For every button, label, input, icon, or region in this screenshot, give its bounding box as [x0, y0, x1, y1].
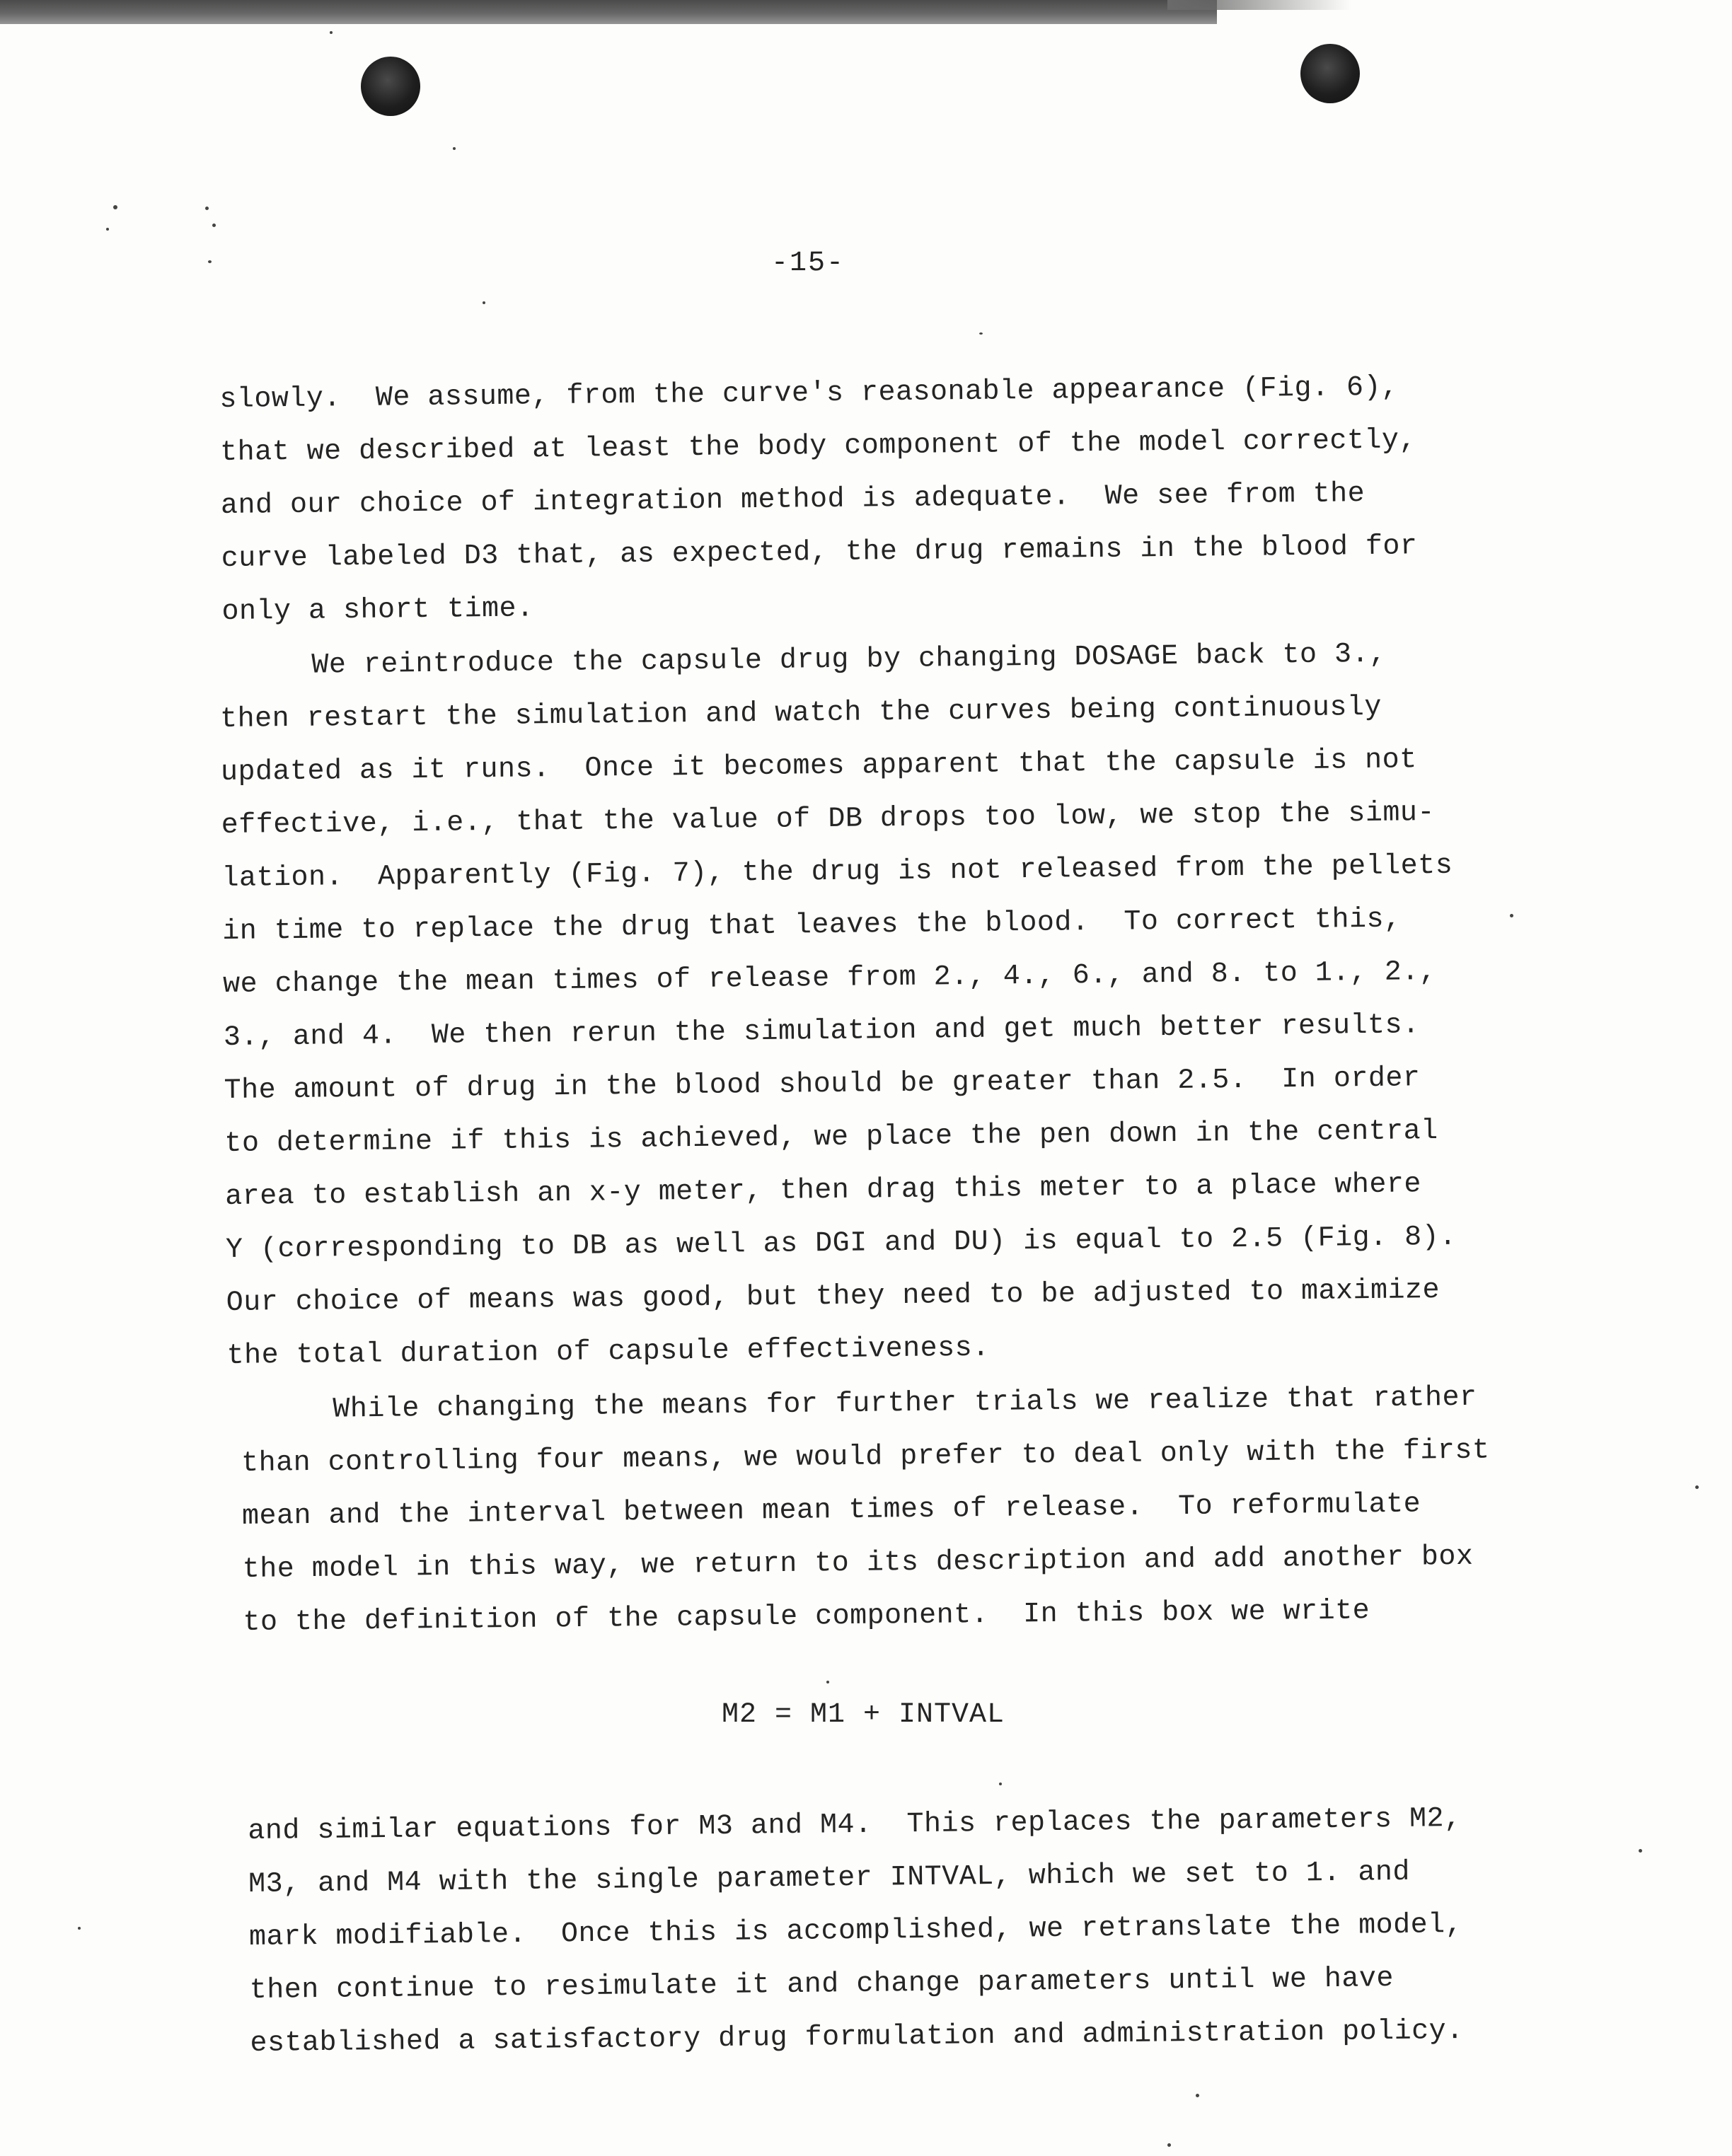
text-line: updated as it runs. Once it becomes apparent that the capsule is not: [220, 744, 1417, 789]
text-line: effective, i.e., that the value of DB drops too low, we stop the simu-: [221, 797, 1436, 842]
paragraph-reintroduce-capsule: [219, 627, 1543, 1383]
text-line: to determine if this is achieved, we place the pen down in the central: [224, 1115, 1438, 1160]
scan-speck: [1639, 1849, 1642, 1853]
scan-speck: [330, 31, 333, 34]
equation: M2 = M1 + INTVAL: [722, 1699, 1005, 1731]
scan-speck: [826, 1681, 829, 1683]
punch-hole-left: [361, 57, 420, 116]
scan-speck: [1695, 1485, 1699, 1489]
text-line: mean and the interval between mean times of release. To reformulate: [241, 1488, 1421, 1533]
scan-speck: [453, 147, 456, 150]
text-line: Y (corresponding to DB as well as DGI and DU) is equal to 2.5 (Fig. 8).: [225, 1221, 1457, 1266]
scan-top-edge: [0, 0, 1217, 24]
text-line: than controlling four means, we would prefer to deal only with the first: [241, 1435, 1490, 1480]
text-line: the model in this way, we return to its description and add another box: [242, 1541, 1474, 1586]
scan-speck: [1167, 2143, 1171, 2147]
text-line: Our choice of means was good, but they need to be adjusted to maximize: [226, 1274, 1441, 1319]
text-line: we change the mean times of release from 2., 4., 6., and 8. to 1., 2.,: [222, 956, 1437, 1001]
paragraph-continuation: [219, 360, 1538, 639]
paragraph-changing-means: [241, 1371, 1559, 1650]
text-line: and our choice of integration method is adequate. We see from the: [220, 478, 1366, 522]
text-line: lation. Apparently (Fig. 7), the drug is not released from the pellets: [221, 850, 1453, 895]
scan-speck: [106, 228, 109, 231]
scan-speck: [78, 1927, 81, 1930]
paragraph-similar-equations: [248, 1792, 1566, 2070]
text-line: then continue to resimulate it and change parameters until we have: [249, 1963, 1395, 2007]
scan-speck: [208, 260, 212, 263]
scan-top-edge-fade: [1167, 0, 1351, 10]
punch-hole-right: [1300, 44, 1360, 103]
text-line: slowly. We assume, from the curve's reasonable appearance (Fig. 6),: [219, 371, 1399, 416]
text-line: mark modifiable. Once this is accomplished, we retranslate the model,: [248, 1909, 1463, 1954]
scan-speck: [113, 205, 117, 209]
text-line: the total duration of capsule effectiveness.: [226, 1332, 990, 1372]
text-line: in time to replace the drug that leaves the blood. To correct this,: [222, 903, 1402, 948]
text-line: 3., and 4. We then rerun the simulation and get much better results.: [223, 1009, 1420, 1054]
text-line: curve labeled D3 that, as expected, the drug remains in the blood for: [221, 531, 1418, 575]
text-line: to the definition of the capsule component. In this box we write: [243, 1595, 1370, 1639]
text-line: While changing the means for further trials we realize that rather: [333, 1381, 1477, 1426]
text-line: established a satisfactory drug formulation and administration policy.: [250, 2015, 1464, 2060]
text-line: that we described at least the body component of the model correctly,: [219, 424, 1417, 469]
text-line: then restart the simulation and watch the curves being continuously: [219, 691, 1382, 736]
scan-speck: [212, 224, 216, 227]
text-line: and similar equations for M3 and M4. This replaces the parameters M2,: [248, 1803, 1462, 1848]
text-line: We reintroduce the capsule drug by changing DOSAGE back to 3.,: [311, 638, 1387, 682]
text-line: The amount of drug in the blood should be greater than 2.5. In order: [224, 1062, 1421, 1107]
text-line: area to establish an x-y meter, then drag this meter to a place where: [225, 1169, 1422, 1213]
scan-speck: [999, 1783, 1002, 1785]
scan-speck: [979, 332, 983, 335]
scan-speck: [483, 301, 485, 304]
page-number: -15-: [771, 248, 845, 279]
scan-speck: [205, 207, 209, 210]
text-line: M3, and M4 with the single parameter INTVAL, which we set to 1. and: [248, 1856, 1411, 1901]
scan-speck: [1196, 2094, 1199, 2097]
text-line: only a short time.: [221, 593, 534, 628]
